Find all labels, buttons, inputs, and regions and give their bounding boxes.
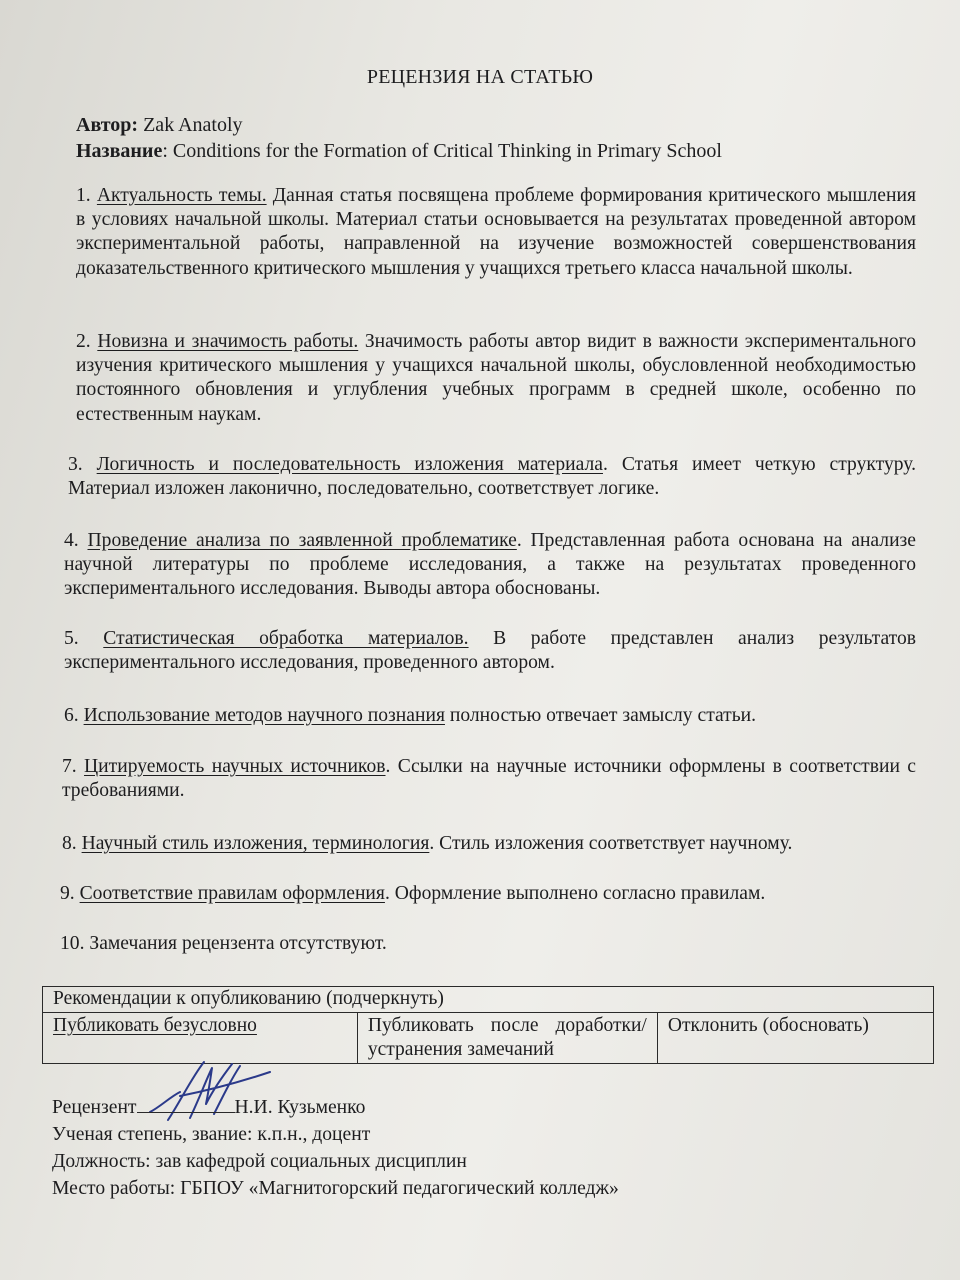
reviewer-position: Должность: зав кафедрой социальных дисциплин [52, 1151, 467, 1172]
section-heading: Новизна и значимость работы. [97, 331, 359, 352]
name-value: : Conditions for the Formation of Critical Thinking in Primary School [162, 140, 722, 162]
section-5 [64, 627, 916, 675]
reviewer-degree: Ученая степень, звание: к.п.н., доцент [52, 1124, 371, 1145]
section-number: 7. [62, 756, 85, 777]
section-text: . Статья имеет четкую структуру. Материал изложен лаконично, последовательно, соответствует логике. [68, 454, 917, 500]
section-number: 6. [64, 705, 84, 726]
section-7 [62, 755, 916, 803]
reviewer-block [52, 1094, 619, 1202]
section-number: 3. [68, 454, 97, 475]
section-number: 9. [60, 883, 80, 904]
reviewer-name: Н.И. Кузьменко [234, 1097, 366, 1118]
section-heading: Статистическая обработка материалов. [103, 628, 469, 649]
section-text: . Стиль изложения соответствует научному. [429, 833, 793, 854]
section-heading: Научный стиль изложения, терминология [81, 833, 430, 854]
section-heading: Цитируемость научных источников [84, 756, 386, 777]
section-text: Значимость работы автор видит в важности экспериментального изучения критического мышления у учащихся начальной школы, обусловленной необходимостью постоянного обновления и углубления учебных программ в средней школе, особенно по естественным наукам. [76, 331, 916, 425]
section-3 [68, 453, 916, 501]
section-number: 8. [62, 833, 82, 854]
option-reject: Отклонить (обосновать) [657, 1013, 933, 1064]
article-meta [76, 112, 722, 164]
document-title: РЕЦЕНЗИЯ НА СТАТЬЮ [366, 66, 594, 88]
section-text: Данная статья посвящена проблеме формирования критического мышления в условиях начальной школы. Материал статьи основывается на результатах проведенной автором экспериментальной работы, направленной на изучение возможностей совершенствования доказательственного критического мышления у учащихся третьего класса начальной школы. [76, 185, 916, 279]
section-2 [76, 330, 916, 427]
recommendation-header-row [43, 987, 934, 1013]
section-9 [60, 882, 916, 906]
section-text: . Ссылки на научные источники оформлены в соответствии с требованиями. [62, 756, 916, 802]
reviewer-line [52, 1094, 619, 1121]
section-heading: Актуальность темы. [96, 185, 267, 206]
reviewer-workplace: Место работы: ГБПОУ «Магнитогорский педагогический колледж» [52, 1178, 619, 1199]
section-text: Замечания рецензента отсутствуют. [89, 933, 387, 954]
section-number: 10. [60, 933, 90, 954]
section-4 [64, 529, 916, 602]
reviewer-label: Рецензент [52, 1097, 137, 1118]
section-text: . Представленная работа основана на анализе научной литературы по проблеме исследования, а также на результатах проведенного экспериментального исследования. Выводы автора обоснованы. [64, 530, 916, 600]
section-heading: Проведение анализа по заявленной проблематике [87, 530, 517, 551]
section-text: полностью отвечает замыслу статьи. [444, 705, 757, 726]
section-1 [76, 184, 916, 281]
title-line [76, 138, 722, 164]
author-value: Zak Anatoly [138, 114, 243, 136]
option-publish-after-revision: Публиковать после доработки/устранения замечаний [357, 1013, 657, 1064]
section-heading: Использование методов научного познания [83, 705, 445, 726]
section-number: 2. [76, 331, 98, 352]
recommendation-header: Рекомендации к опубликованию (подчеркнуть) [43, 987, 934, 1013]
section-8 [62, 832, 916, 856]
section-heading: Логичность и последовательность изложения материала [96, 454, 603, 475]
section-10 [60, 932, 916, 956]
section-text: В работе представлен анализ результатов экспериментального исследования, проведенного автором. [64, 628, 917, 674]
author-label: Автор: [76, 114, 139, 136]
section-6 [64, 704, 916, 728]
section-number: 1. [76, 185, 97, 206]
option-publish-unconditionally-label: Публиковать безусловно [53, 1015, 257, 1036]
section-number: 4. [64, 530, 88, 551]
section-text: . Оформление выполнено согласно правилам. [384, 883, 766, 904]
name-label: Название [76, 140, 163, 162]
section-heading: Соответствие правилам оформления [79, 883, 385, 904]
section-number: 5. [64, 628, 104, 649]
author-line [76, 112, 722, 138]
signature-line [137, 1094, 235, 1113]
